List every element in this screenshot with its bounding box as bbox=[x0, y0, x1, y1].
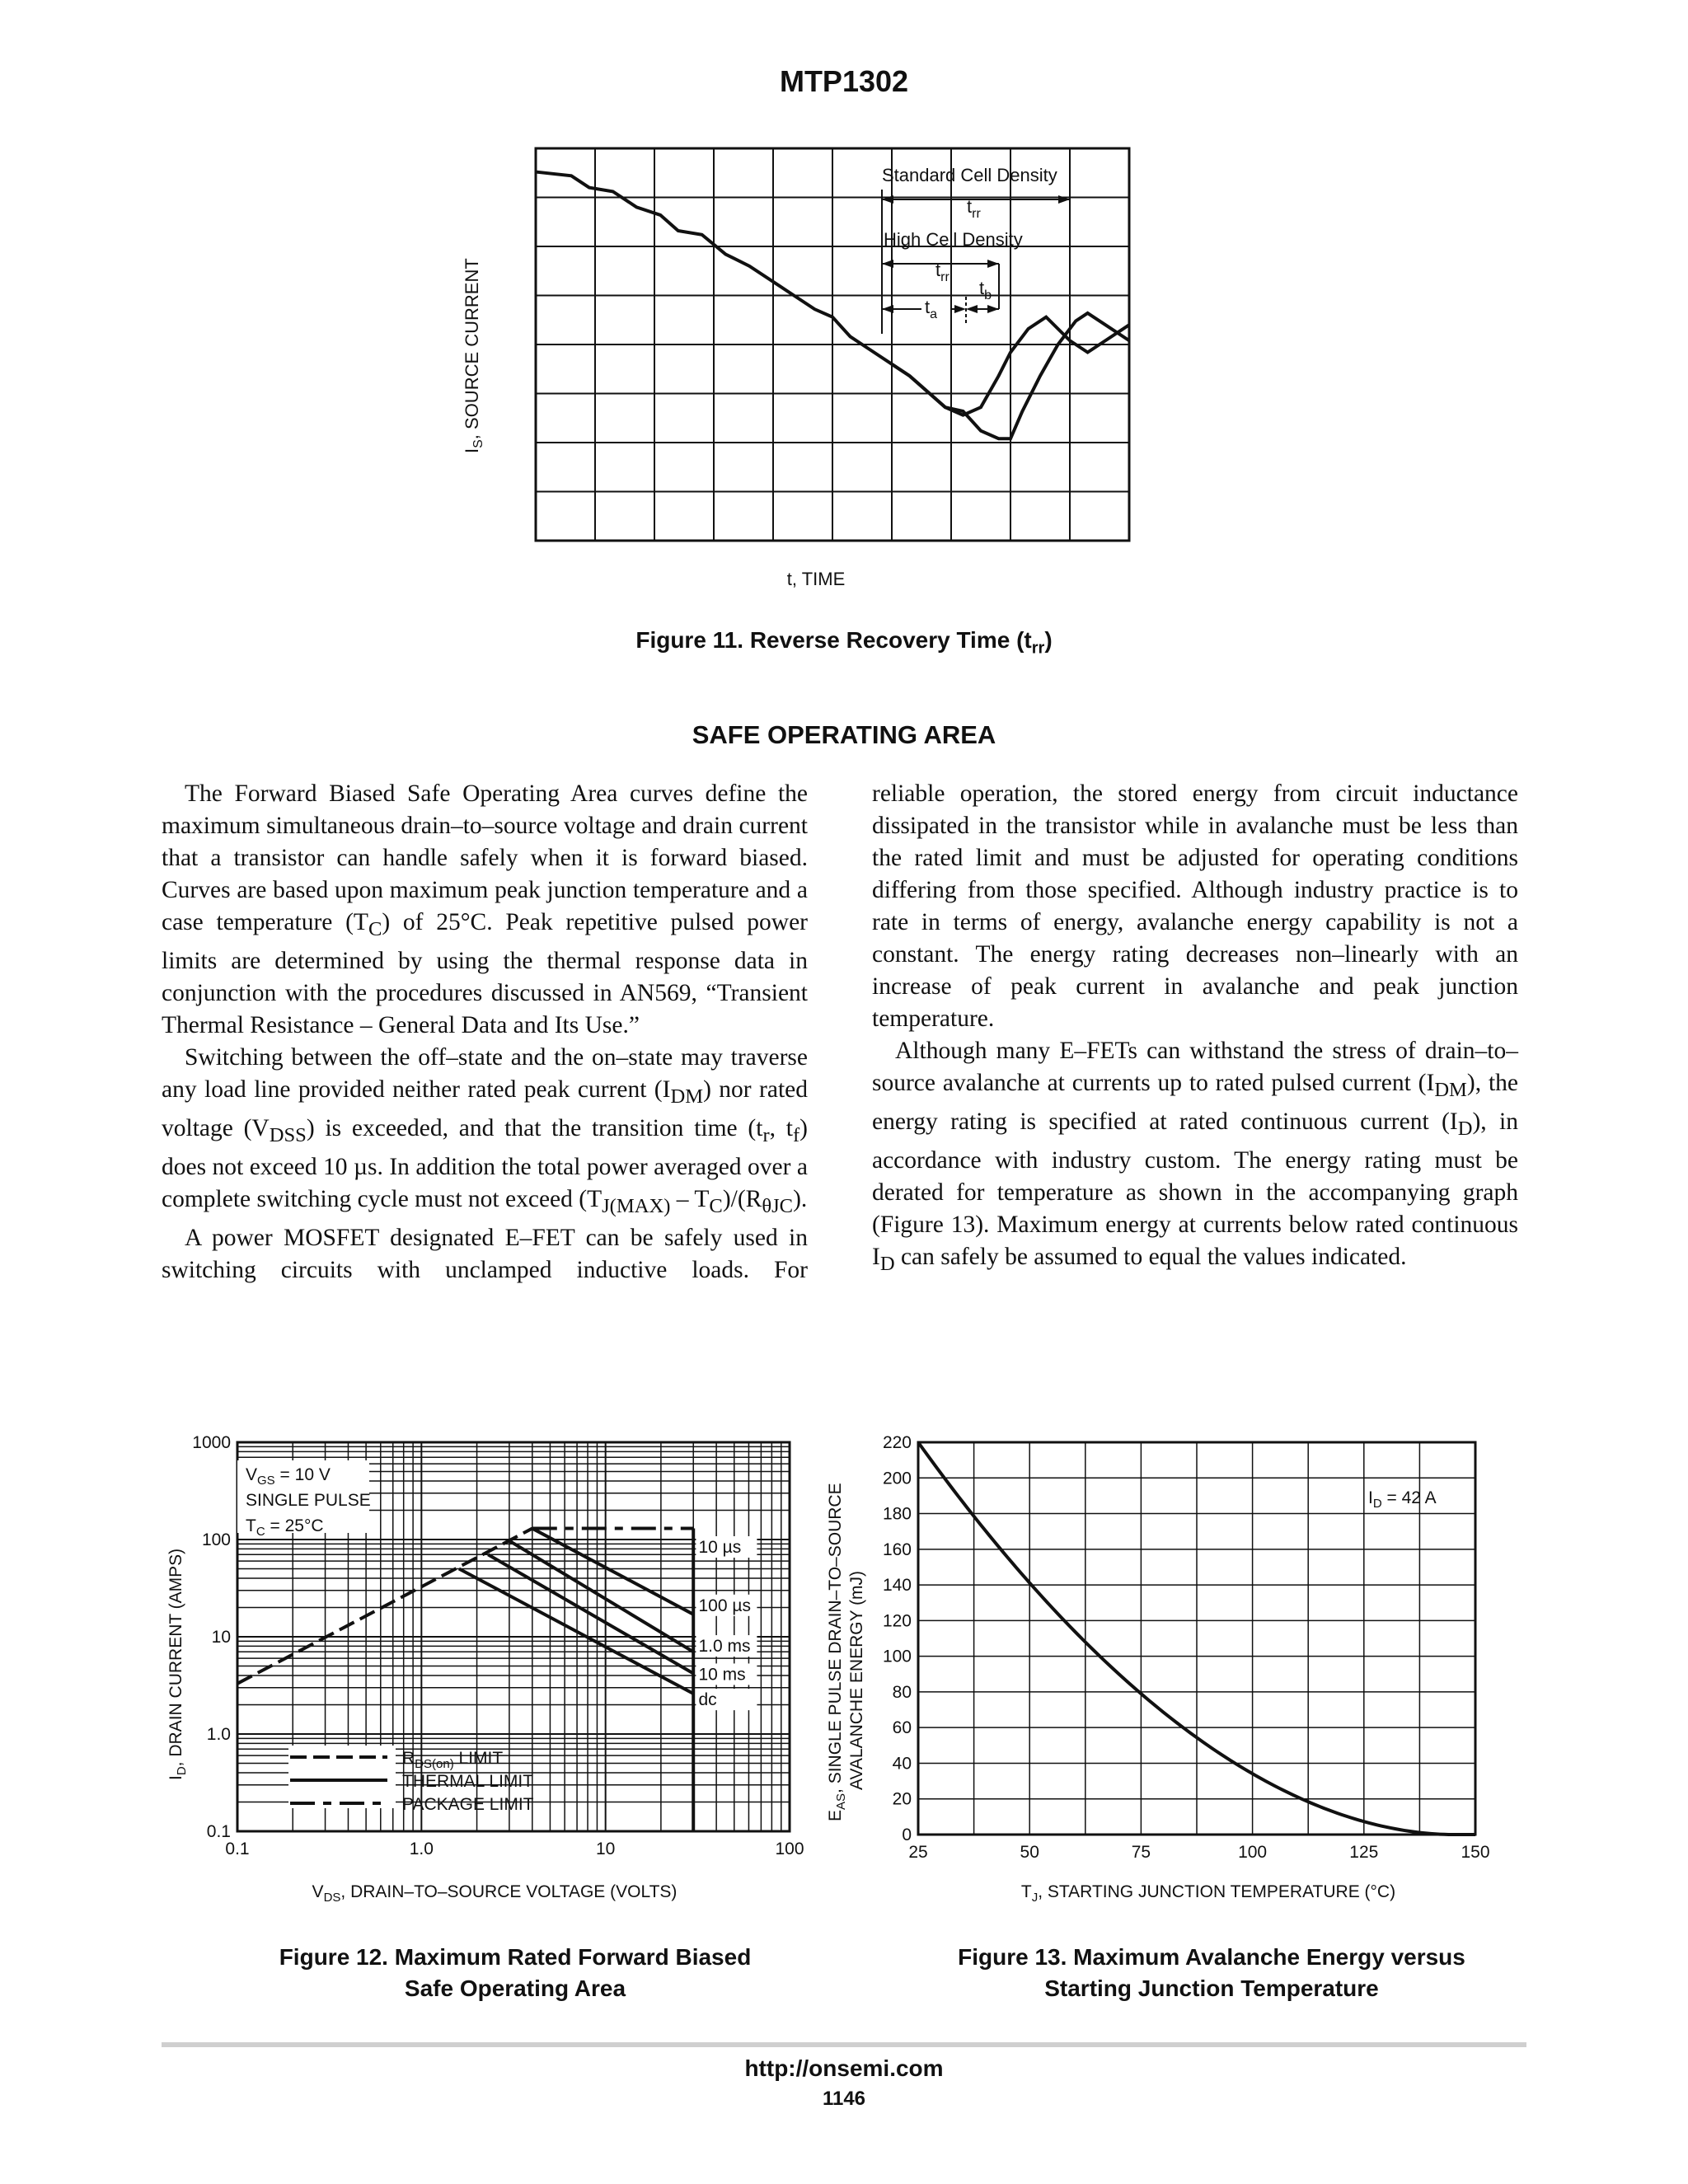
figure-13-xtick: 125 bbox=[1349, 1843, 1379, 1862]
figure-13-ytick: 140 bbox=[882, 1576, 912, 1596]
figure-12-pulse-labels bbox=[696, 1536, 757, 1710]
figure-13-ytick: 180 bbox=[882, 1504, 912, 1524]
figure-12-series-rds-on-limit bbox=[237, 1529, 532, 1684]
figure-13-caption: Figure 13. Maximum Avalanche Energy versus Starting Junction Temperature bbox=[958, 1944, 1465, 2001]
figure-12-pulse-label: 10 ms bbox=[698, 1665, 746, 1685]
figure-13-ylabel-line1: $E_{AS}$, SINGLE PULSE DRAIN–TO–SOURCE bbox=[826, 1483, 848, 1821]
figure-11-trr-high-label: $t_{rr}$ bbox=[935, 260, 950, 284]
figure-12-series-1-0-ms bbox=[488, 1554, 693, 1673]
figure-13-ylabel-line2: AVALANCHE ENERGY (mJ) bbox=[847, 1570, 866, 1790]
figure-11-ta-label: $t_a$ bbox=[925, 297, 938, 321]
paragraph: Although many E–FETs can withstand the stress of drain–to–source avalanche at currents up to rated pulsed current $(I_{DM})$, the energy rating is specified at rated continuous current $(I_D)$, in accordance with industry custom. The energy rating must be derated for temperature as shown in the accompanying graph (Figure 13). Maximum energy at currents below rated continuous $I_D$ can safely be assumed to equal the values indicated. bbox=[872, 1038, 1518, 1275]
footer-url: http://onsemi.com bbox=[744, 2055, 944, 2081]
figure-12-ytick: 1000 bbox=[192, 1434, 231, 1452]
figure-13-ytick: 120 bbox=[882, 1611, 912, 1631]
figure-11-arrowhead-right-2 bbox=[987, 260, 999, 268]
figure-11-xlabel: t, TIME bbox=[786, 569, 846, 589]
figure-12-legend-rds: $R_{DS(on)}$ LIMIT bbox=[402, 1749, 504, 1771]
paragraph: A power MOSFET designated E–FET can be safely used in switching circuits with unclamped inductive loads. For bbox=[162, 1224, 808, 1283]
figure-12-xtick: 10 bbox=[595, 1840, 616, 1858]
figure-13-ytick: 60 bbox=[892, 1718, 912, 1738]
figure-12-pulse-label: 1.0 ms bbox=[698, 1637, 751, 1657]
figure-11-grid bbox=[536, 148, 1129, 541]
figure-12-pulse-label: dc bbox=[698, 1690, 717, 1710]
figure-13-xtick: 150 bbox=[1461, 1843, 1490, 1862]
section-heading: SAFE OPERATING AREA bbox=[692, 720, 996, 749]
figure-12-condition-vgs: $V_{GS} = 10$ V bbox=[246, 1465, 331, 1488]
figure-11-arrowhead-left-2 bbox=[882, 260, 893, 268]
figure-13-xtick: 100 bbox=[1238, 1843, 1268, 1862]
figure-13-ytick: 200 bbox=[882, 1469, 912, 1488]
figure-12-xtick: 100 bbox=[775, 1840, 804, 1858]
paragraph: The Forward Biased Safe Operating Area curves define the maximum simultaneous drain–to–source voltage and drain current that a transistor can handle safely when it is forward biased. Curves are based upon maximum peak junction temperature and a case temperature $(T_C)$ of 25°C. Peak repetitive pulsed power limits are determined by using the thermal response data in conjunction with the procedures discussed in AN569, “Transient Thermal Resistance – General Data and Its Use.” bbox=[162, 780, 809, 1038]
figure-12-legend-package: PACKAGE LIMIT bbox=[402, 1795, 534, 1814]
document-title: MTP1302 bbox=[779, 64, 909, 98]
figure-11-ylabel: $I_S$, SOURCE CURRENT bbox=[462, 258, 485, 453]
figure-13-ytick: 20 bbox=[892, 1789, 912, 1809]
paragraph: reliable operation, the stored energy from circuit inductance dissipated in the transistor while in avalanche must be less than the rated limit and must be adjusted for operating conditions differing from those specified. Although industry practice is to rate in terms of energy, avalanche energy capability is not a constant. The energy rating decreases non–linearly with an increase of peak current in avalanche and peak junction temperature. bbox=[872, 780, 1518, 1032]
figure-13-ytick: 0 bbox=[902, 1825, 912, 1844]
figure-13-annotation: $I_D = 42$ A bbox=[1368, 1488, 1437, 1511]
figure-11-high-label: High Cell Density bbox=[884, 229, 1023, 250]
figure-11-chart bbox=[453, 140, 1154, 618]
figure-13-xtick: 75 bbox=[1131, 1843, 1151, 1862]
figure-13-ytick: 160 bbox=[882, 1540, 912, 1559]
figure-11-caption: Figure 11. Reverse Recovery Time $(t_{rr})$ bbox=[635, 627, 1053, 658]
figure-11-trr-standard-label: $t_{rr}$ bbox=[967, 196, 981, 221]
figure-12-chart bbox=[148, 1434, 841, 1912]
figure-13-chart bbox=[824, 1434, 1533, 1912]
figure-12-legend-thermal: THERMAL LIMIT bbox=[402, 1772, 534, 1791]
figure-12-ytick: 1.0 bbox=[206, 1725, 231, 1744]
figure-12-condition-pulse: SINGLE PULSE bbox=[246, 1491, 371, 1510]
figure-13-ytick: 100 bbox=[882, 1647, 912, 1666]
figure-11-standard-label: Standard Cell Density bbox=[882, 165, 1057, 185]
figure-12-xlabel: $V_{DS}$, DRAIN–TO–SOURCE VOLTAGE (VOLTS) bbox=[312, 1882, 678, 1905]
figure-13-xlabel: $T_J$, STARTING JUNCTION TEMPERATURE (°C) bbox=[1020, 1882, 1396, 1905]
figure-13-ytick: 220 bbox=[882, 1434, 912, 1452]
figure-13-ytick: 40 bbox=[892, 1754, 912, 1774]
figure-12-condition-tc: $T_C = 25^\circ C$ bbox=[246, 1516, 324, 1539]
text-column-left bbox=[162, 778, 808, 1286]
footer-divider bbox=[162, 2042, 1526, 2047]
figure-12-pulse-label: 100 µs bbox=[698, 1596, 751, 1615]
figure-13-xtick: 25 bbox=[908, 1843, 928, 1862]
figure-12-pulse-label: 10 µs bbox=[698, 1538, 742, 1557]
figure-13-ytick: 80 bbox=[892, 1682, 912, 1702]
figure-12-caption: Figure 12. Maximum Rated Forward Biased Safe Operating Area bbox=[279, 1944, 752, 2001]
figure-12-xtick: 1.0 bbox=[409, 1840, 434, 1858]
figure-11-tb-label: $t_b$ bbox=[979, 278, 992, 302]
figure-12-ytick: 10 bbox=[211, 1628, 231, 1647]
page-number: 1146 bbox=[822, 2088, 866, 2110]
paragraph: Switching between the off–state and the on–state may traverse any load line provided neither rated peak current $(I_{DM})$ nor rated voltage $(V_{DSS})$ is exceeded, and that the transition time ($t_r$, $t_f$) does not exceed 10 µs. In addition the total power averaged over a complete switching cycle must not exceed $(T_{J(MAX)} - T_C)/(R_{\theta JC})$. bbox=[162, 1043, 808, 1217]
figure-12-ytick: 0.1 bbox=[206, 1822, 231, 1841]
figure-12-ytick: 100 bbox=[201, 1530, 231, 1549]
figure-12-series-100-s bbox=[509, 1541, 693, 1652]
figure-13-xtick: 50 bbox=[1020, 1843, 1039, 1862]
figure-12-xtick: 0.1 bbox=[225, 1840, 250, 1858]
figure-12-ylabel: $I_D$, DRAIN CURRENT (AMPS) bbox=[166, 1548, 189, 1780]
text-column-right bbox=[872, 778, 1518, 1280]
